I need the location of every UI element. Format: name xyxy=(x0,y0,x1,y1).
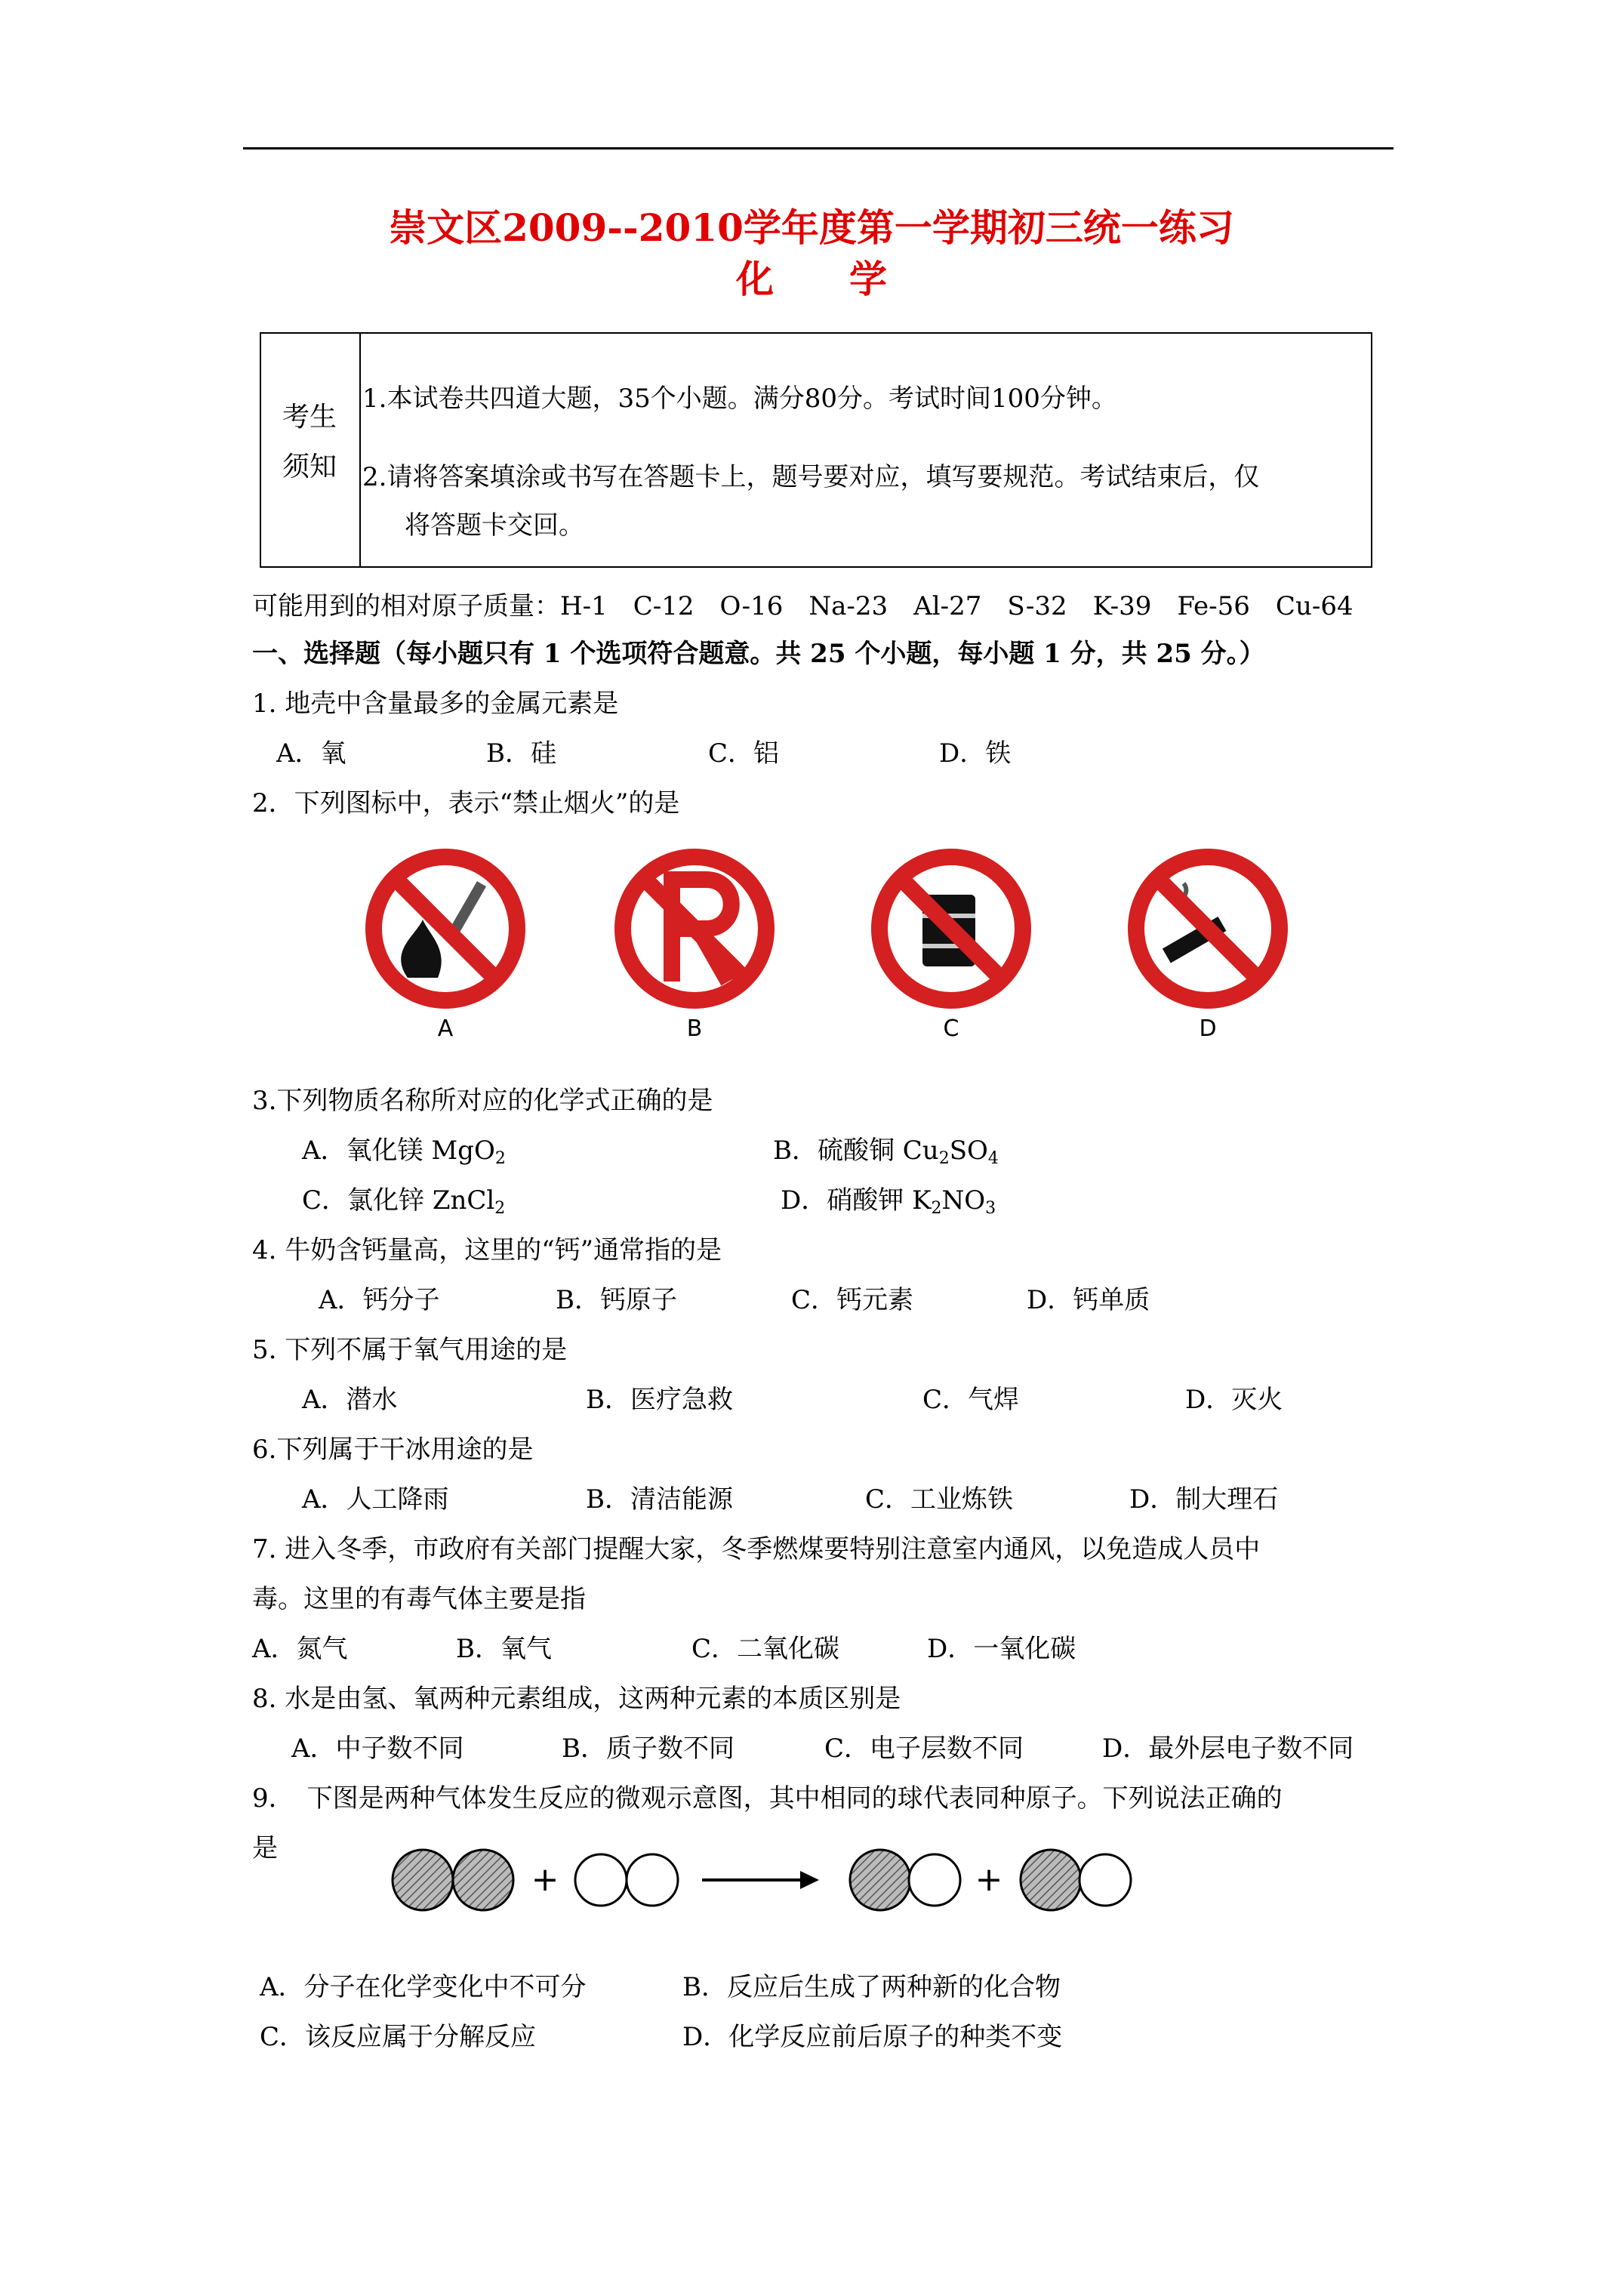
reactant-molecule-white-icon xyxy=(575,1854,678,1906)
sign-label-a: A xyxy=(437,1015,454,1042)
q1-option-d: D．铁 xyxy=(939,738,1012,769)
q4-option-d: D．钙单质 xyxy=(1027,1285,1150,1315)
q2-stem: 2．下列图标中，表示“禁止烟火”的是 xyxy=(252,788,680,818)
atomic-masses: 可能用到的相对原子质量：H-1 C-12 O-16 Na-23 Al-27 S-32 K-39 Fe-56 Cu-64 xyxy=(252,591,1354,621)
q3-option-a: A．氧化镁 MgO$_2$ xyxy=(302,1136,506,1168)
q9-stem-line2: 是 xyxy=(252,1833,278,1863)
q5-option-b: B．医疗急救 xyxy=(586,1385,733,1415)
q3-stem: 3.下列物质名称所对应的化学式正确的是 xyxy=(252,1086,713,1116)
notice-label-line1: 考生 xyxy=(282,402,337,433)
q8-option-c: C．电子层数不同 xyxy=(824,1734,1024,1764)
plus-sign-1: + xyxy=(531,1860,559,1899)
q5-option-a: A．潜水 xyxy=(302,1385,398,1415)
notice-label-line2: 须知 xyxy=(282,451,337,482)
q8-option-a: A．中子数不同 xyxy=(291,1734,464,1764)
sign-label-d: D xyxy=(1199,1015,1217,1042)
q6-option-c: C．工业炼铁 xyxy=(865,1484,1014,1515)
plus-sign-2: + xyxy=(975,1860,1003,1899)
sign-c-no-oil-drum-icon xyxy=(879,857,1023,1000)
q9-option-a: A．分子在化学变化中不可分 xyxy=(260,1972,587,2002)
notice-item-2-line1: 2.请将答案填涂或书写在答题卡上，题号要对应，填写要规范。考试结束后，仅 xyxy=(362,462,1260,492)
section-1-heading: 一、选择题（每小题只有 1 个选项符合题意。共 25 个小题，每小题 1 分，共 25 分。） xyxy=(252,639,1265,669)
notice-item-2-line2: 将答题卡交回。 xyxy=(405,510,584,541)
q9-option-c: C．该反应属于分解反应 xyxy=(260,2022,537,2052)
q3-option-d: D．硝酸钾 $K_2NO_3$ xyxy=(781,1185,996,1218)
q7-option-b: B．氧气 xyxy=(456,1634,552,1664)
q8-stem: 8. 水是由氢、氧两种元素组成，这两种元素的本质区别是 xyxy=(252,1684,901,1714)
q1-option-b: B．硅 xyxy=(486,738,556,769)
q4-option-b: B．钙原子 xyxy=(556,1285,677,1315)
sign-b-no-parking-icon xyxy=(623,857,766,1000)
q3-option-c: C．氯化锌 ZnCl$_2$ xyxy=(302,1185,506,1218)
q7-stem-line1: 7. 进入冬季，市政府有关部门提醒大家，冬季燃煤要特别注意室内通风，以免造成人员中 xyxy=(252,1534,1261,1564)
subject-title: 化 学 xyxy=(736,257,887,301)
q7-option-a: A．氮气 xyxy=(252,1634,348,1664)
q5-option-c: C．气焊 xyxy=(922,1385,1020,1415)
sign-label-b: B xyxy=(686,1015,703,1042)
q9-stem-line1: 9． 下图是两种气体发生反应的微观示意图，其中相同的球代表同种原子。下列说法正确的 xyxy=(252,1783,1283,1814)
q5-option-d: D．灭火 xyxy=(1185,1385,1283,1415)
q6-stem: 6.下列属于干冰用途的是 xyxy=(252,1435,534,1465)
q4-option-a: A．钙分子 xyxy=(319,1285,440,1315)
product-molecule-2-icon xyxy=(1021,1850,1131,1910)
reaction-arrow-icon xyxy=(702,1871,819,1889)
q9-reaction-diagram xyxy=(377,1835,1178,1925)
sign-label-c: C xyxy=(943,1015,959,1042)
q1-option-a: A．氧 xyxy=(276,738,346,769)
reactant-molecule-hatched-icon xyxy=(393,1850,513,1910)
q8-option-d: D．最外层电子数不同 xyxy=(1102,1734,1354,1764)
sign-d-no-smoking-icon xyxy=(1136,857,1280,1000)
exam-title: 崇文区2009--2010学年度第一学期初三统一练习 xyxy=(389,205,1234,250)
q9-option-b: B．反应后生成了两种新的化合物 xyxy=(682,1972,1061,2002)
notice-item-1: 1.本试卷共四道大题，35个小题。满分80分。考试时间100分钟。 xyxy=(362,384,1117,414)
q5-stem: 5. 下列不属于氧气用途的是 xyxy=(252,1335,568,1365)
q1-option-c: C．铝 xyxy=(708,738,780,769)
sign-a-no-fire-icon xyxy=(374,857,517,1000)
product-molecule-1-icon xyxy=(850,1850,960,1910)
exam-notice-table xyxy=(260,332,1372,568)
q8-option-b: B．质子数不同 xyxy=(562,1734,735,1764)
header-rule xyxy=(243,147,1394,149)
q9-option-d: D．化学反应前后原子的种类不变 xyxy=(682,2022,1063,2052)
q6-option-a: A．人工降雨 xyxy=(302,1484,449,1515)
q4-stem: 4. 牛奶含钙量高，这里的“钙”通常指的是 xyxy=(252,1235,722,1265)
q7-option-d: D．一氧化碳 xyxy=(927,1634,1076,1664)
notice-label-cell xyxy=(261,334,361,566)
q1-stem: 1. 地壳中含量最多的金属元素是 xyxy=(252,689,619,719)
q6-option-b: B．清洁能源 xyxy=(586,1484,733,1515)
q7-stem-line2: 毒。这里的有毒气体主要是指 xyxy=(252,1584,586,1614)
q2-signs-figure xyxy=(317,838,1344,1057)
q7-option-c: C．二氧化碳 xyxy=(691,1634,840,1664)
q4-option-c: C．钙元素 xyxy=(791,1285,914,1315)
q6-option-d: D．制大理石 xyxy=(1129,1484,1279,1515)
q3-option-b: B．硫酸铜 $Cu_2SO_4$ xyxy=(773,1136,999,1168)
